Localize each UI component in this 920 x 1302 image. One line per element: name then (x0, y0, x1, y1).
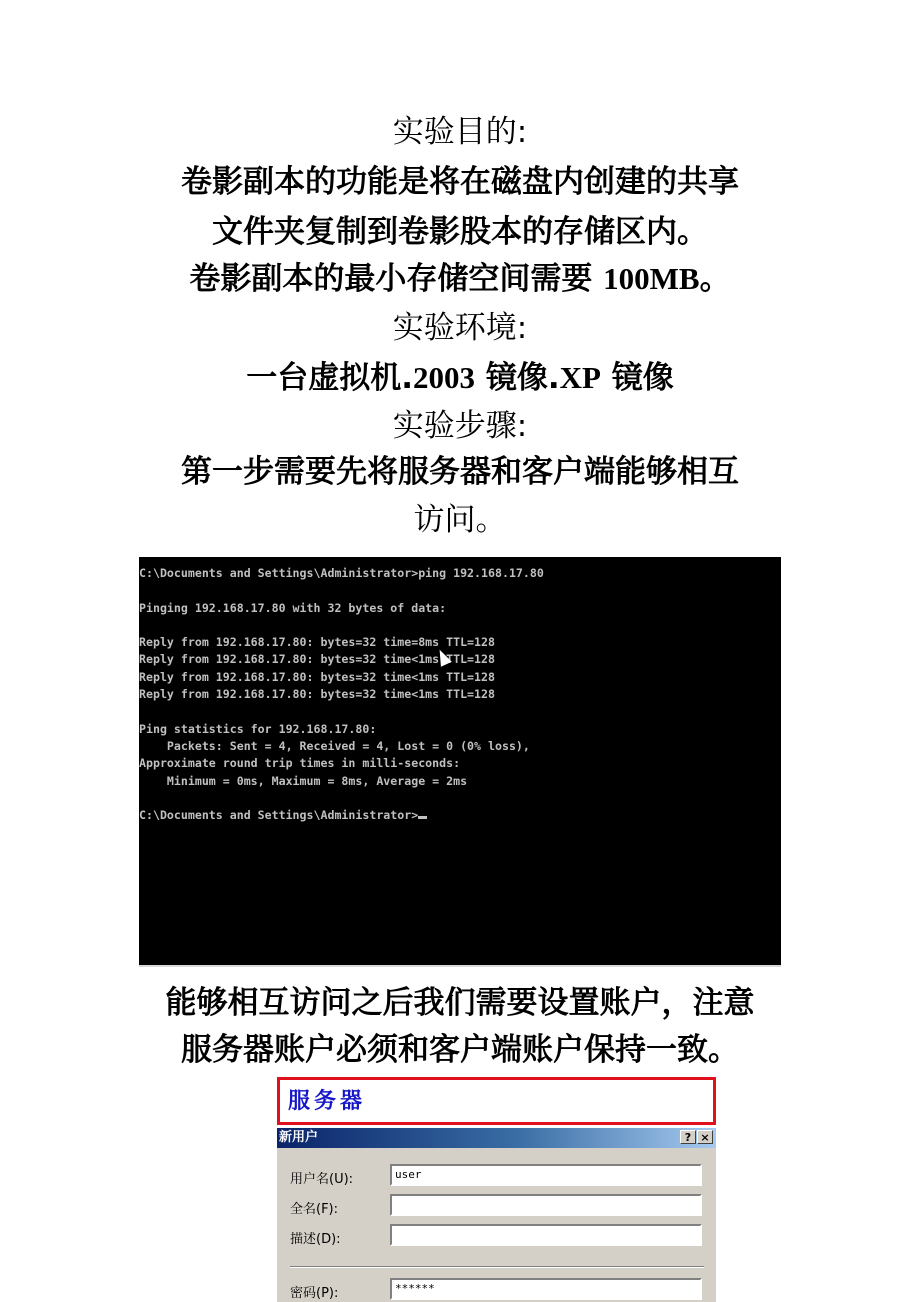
console-line: C:\Documents and Settings\Administrator>ping 192.168.17.80 (139, 566, 544, 580)
password-field[interactable]: ****** (390, 1278, 702, 1300)
console-line: Minimum = 0ms, Maximum = 8ms, Average = 2ms (139, 773, 468, 788)
server-label: 服务器 (277, 1077, 716, 1125)
separator (290, 1266, 704, 1268)
fullname-label: 全名(F): (290, 1202, 339, 1217)
step-line-1: 第一步需要先将服务器和客户端能够相互 (181, 454, 739, 490)
console-output (139, 557, 781, 824)
step-line-2: 访问。 (413, 502, 507, 538)
description-label: 描述(D): (290, 1232, 341, 1247)
password-row (277, 1278, 716, 1302)
purpose-line-3-text: 卷影副本的最小存储空间需要 (189, 261, 604, 297)
env-vm: 一台虚拟机. (246, 360, 414, 396)
console-line: Reply from 192.168.17.80: bytes=32 time<1ms TTL=128 (139, 669, 495, 684)
purpose-line-3-end: 。 (699, 261, 731, 297)
username-field[interactable]: user (390, 1164, 702, 1186)
console-line: Ping statistics for 192.168.17.80: (139, 721, 377, 736)
new-user-dialog (277, 1128, 716, 1302)
divider (139, 965, 781, 967)
console-line: Reply from 192.168.17.80: bytes=32 time<1ms TTL=128 (139, 687, 495, 702)
console-prompt: C:\Documents and Settings\Administrator> (139, 808, 419, 823)
env-xp: XP (559, 360, 601, 395)
after-line-2: 服务器账户必须和客户端账户保持一致。 (181, 1032, 739, 1068)
dialog-titlebar (277, 1128, 716, 1148)
env-image-2: 镜像 (600, 360, 674, 396)
help-button[interactable]: ? (680, 1130, 696, 1144)
username-label: 用户名(U): (290, 1172, 354, 1187)
console-line: Reply from 192.168.17.80: bytes=32 time=8ms TTL=128 (139, 635, 495, 650)
password-label: 密码(P): (290, 1286, 339, 1301)
fullname-row (277, 1194, 716, 1220)
after-line-1: 能够相互访问之后我们需要设置账户，注意 (165, 985, 755, 1021)
purpose-size: 100MB (603, 261, 700, 296)
heading-purpose: 实验目的: (392, 114, 528, 150)
env-2003: 2003 (413, 360, 476, 395)
purpose-line-1: 卷影副本的功能是将在磁盘内创建的共享 (181, 164, 739, 200)
console-window (139, 557, 781, 965)
description-field[interactable] (390, 1224, 702, 1246)
console-line: Packets: Sent = 4, Received = 4, Lost = 0 (0% loss), (139, 738, 530, 753)
fullname-field[interactable] (390, 1194, 702, 1216)
env-image: 镜像. (475, 360, 560, 396)
console-line: Approximate round trip times in milli-seconds: (139, 756, 461, 771)
purpose-line-2: 文件夹复制到卷影股本的存储区内。 (212, 214, 708, 250)
console-line: Reply from 192.168.17.80: bytes=32 time<1ms TTL=128 (139, 652, 495, 667)
username-row (277, 1164, 716, 1190)
heading-environment: 实验环境: (392, 310, 528, 346)
dialog-title: 新用户 (279, 1130, 319, 1145)
close-button[interactable]: × (697, 1130, 713, 1144)
environment-line (0, 358, 920, 398)
heading-steps: 实验步骤: (392, 408, 528, 444)
console-line: Pinging 192.168.17.80 with 32 bytes of data: (139, 600, 447, 615)
text-caret (418, 816, 427, 819)
purpose-line-3 (0, 259, 920, 299)
description-row (277, 1224, 716, 1250)
